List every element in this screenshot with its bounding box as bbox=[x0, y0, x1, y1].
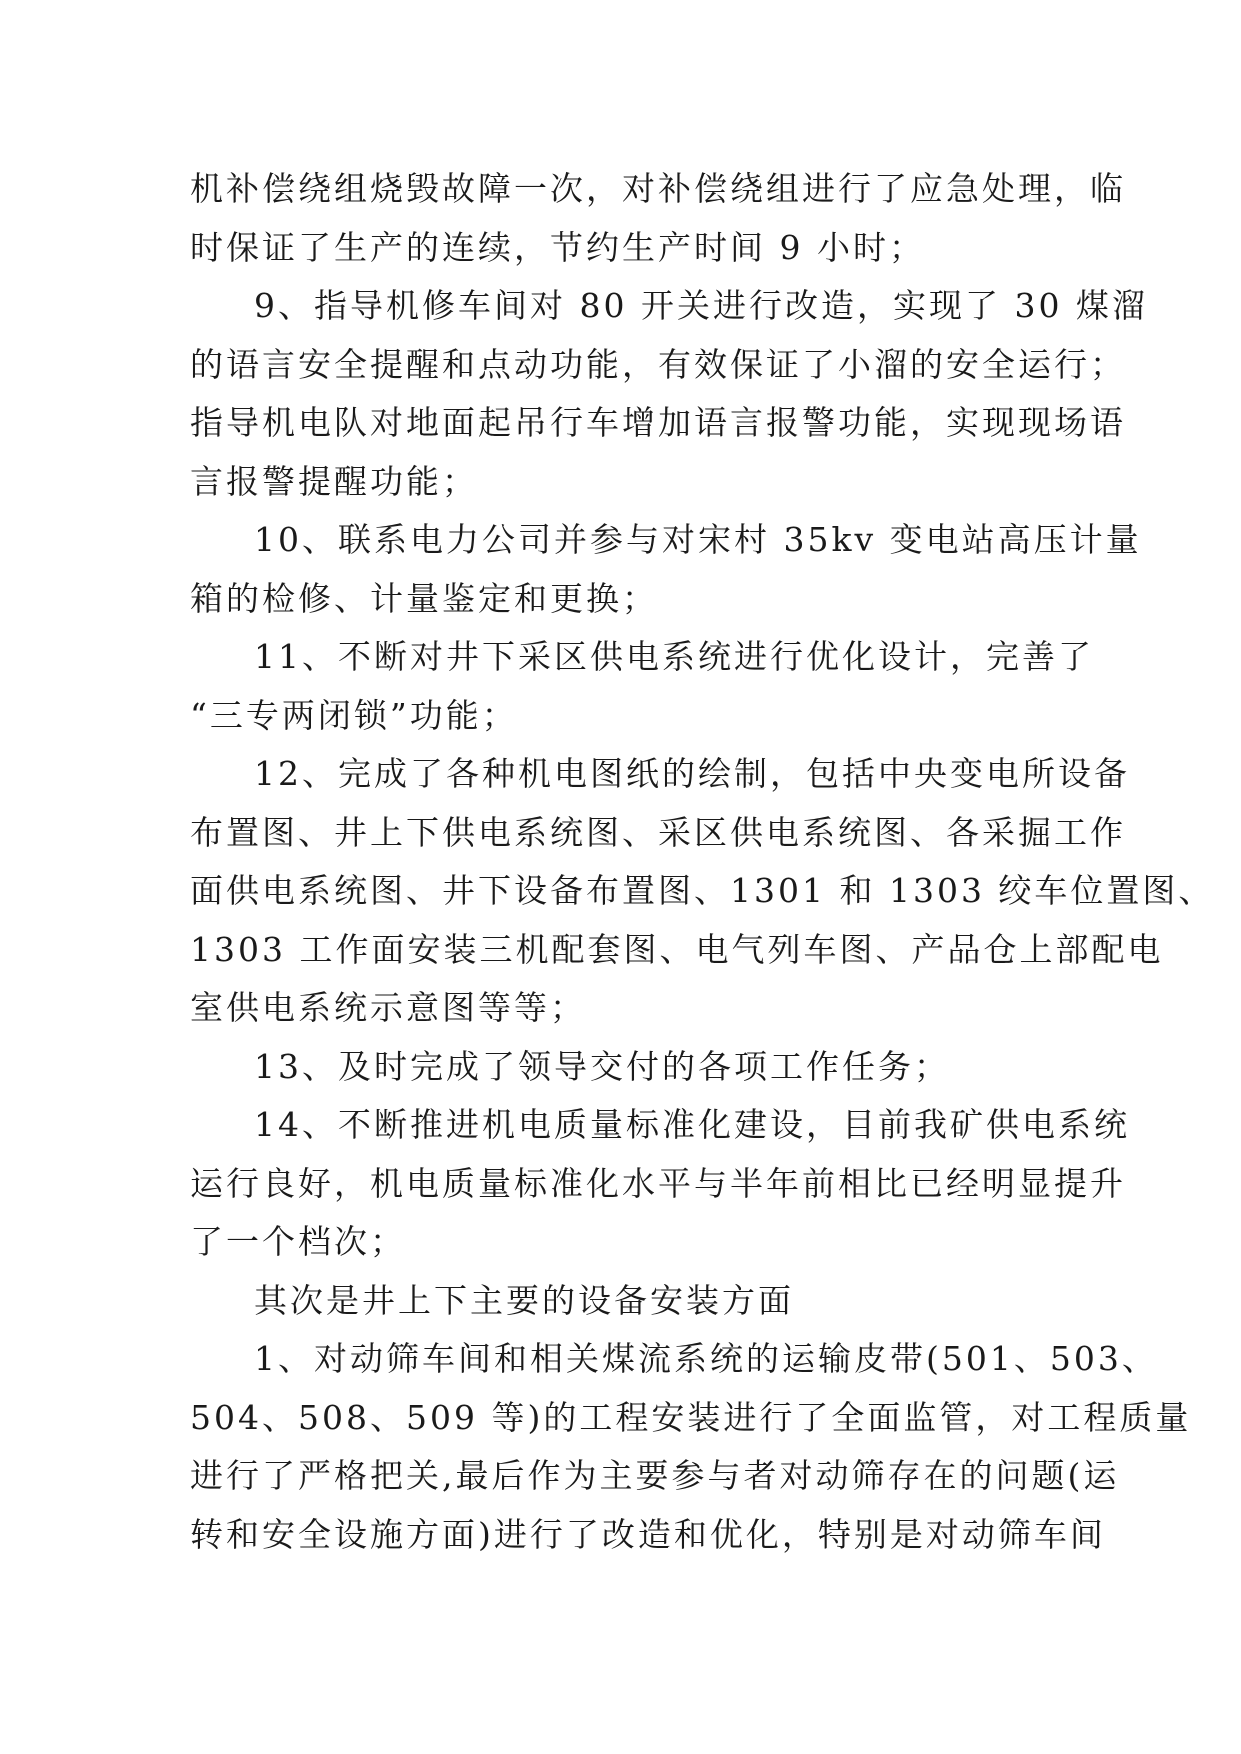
text-line: 转和安全设施方面)进行了改造和优化，特别是对动筛车间 bbox=[190, 1514, 1106, 1554]
text-line: 运行良好，机电质量标准化水平与半年前相比已经明显提升 bbox=[190, 1163, 1126, 1203]
document-body bbox=[190, 160, 1215, 1564]
text-line: 9、指导机修车间对 80 开关进行改造，实现了 30 煤溜 bbox=[254, 286, 1148, 325]
text-line: 13、及时完成了领导交付的各项工作任务； bbox=[254, 1046, 950, 1086]
text-line: “三专两闭锁”功能； bbox=[190, 695, 518, 735]
text-line: 10、联系电力公司并参与对宋村 35kv 变电站高压计量 bbox=[254, 520, 1142, 559]
text-line: 进行了严格把关,最后作为主要参与者对动筛存在的问题(运 bbox=[190, 1456, 1120, 1495]
text-line: 11、不断对井下采区供电系统进行优化设计，完善了 bbox=[254, 637, 1094, 676]
text-line: 的语言安全提醒和点动功能，有效保证了小溜的安全运行； bbox=[190, 344, 1126, 384]
text-line: 其次是井上下主要的设备安装方面 bbox=[254, 1280, 794, 1320]
text-line: 室供电系统示意图等等； bbox=[190, 988, 586, 1027]
text-line: 14、不断推进机电质量标准化建设，目前我矿供电系统 bbox=[254, 1105, 1130, 1144]
text-line: 言报警提醒功能； bbox=[190, 461, 478, 501]
text-line: 箱的检修、计量鉴定和更换； bbox=[190, 578, 658, 618]
text-line: 12、完成了各种机电图纸的绘制，包括中央变电所设备 bbox=[254, 754, 1130, 793]
text-line: 面供电系统图、井下设备布置图、1301 和 1303 绞车位置图、 bbox=[190, 871, 1215, 910]
text-line: 了一个档次； bbox=[190, 1222, 406, 1261]
text-line: 指导机电队对地面起吊行车增加语言报警功能，实现现场语 bbox=[190, 403, 1126, 442]
text-line: 1、对动筛车间和相关煤流系统的运输皮带(501、503、 bbox=[254, 1339, 1158, 1378]
text-line: 1303 工作面安装三机配套图、电气列车图、产品仓上部配电 bbox=[190, 929, 1164, 969]
text-line: 机补偿绕组烧毁故障一次，对补偿绕组进行了应急处理，临 bbox=[190, 169, 1126, 208]
text-line: 504、508、509 等)的工程安装进行了全面监管，对工程质量 bbox=[190, 1397, 1192, 1437]
text-line: 布置图、井上下供电系统图、采区供电系统图、各采掘工作 bbox=[190, 812, 1126, 852]
text-line: 时保证了生产的连续，节约生产时间 9 小时； bbox=[190, 227, 925, 267]
